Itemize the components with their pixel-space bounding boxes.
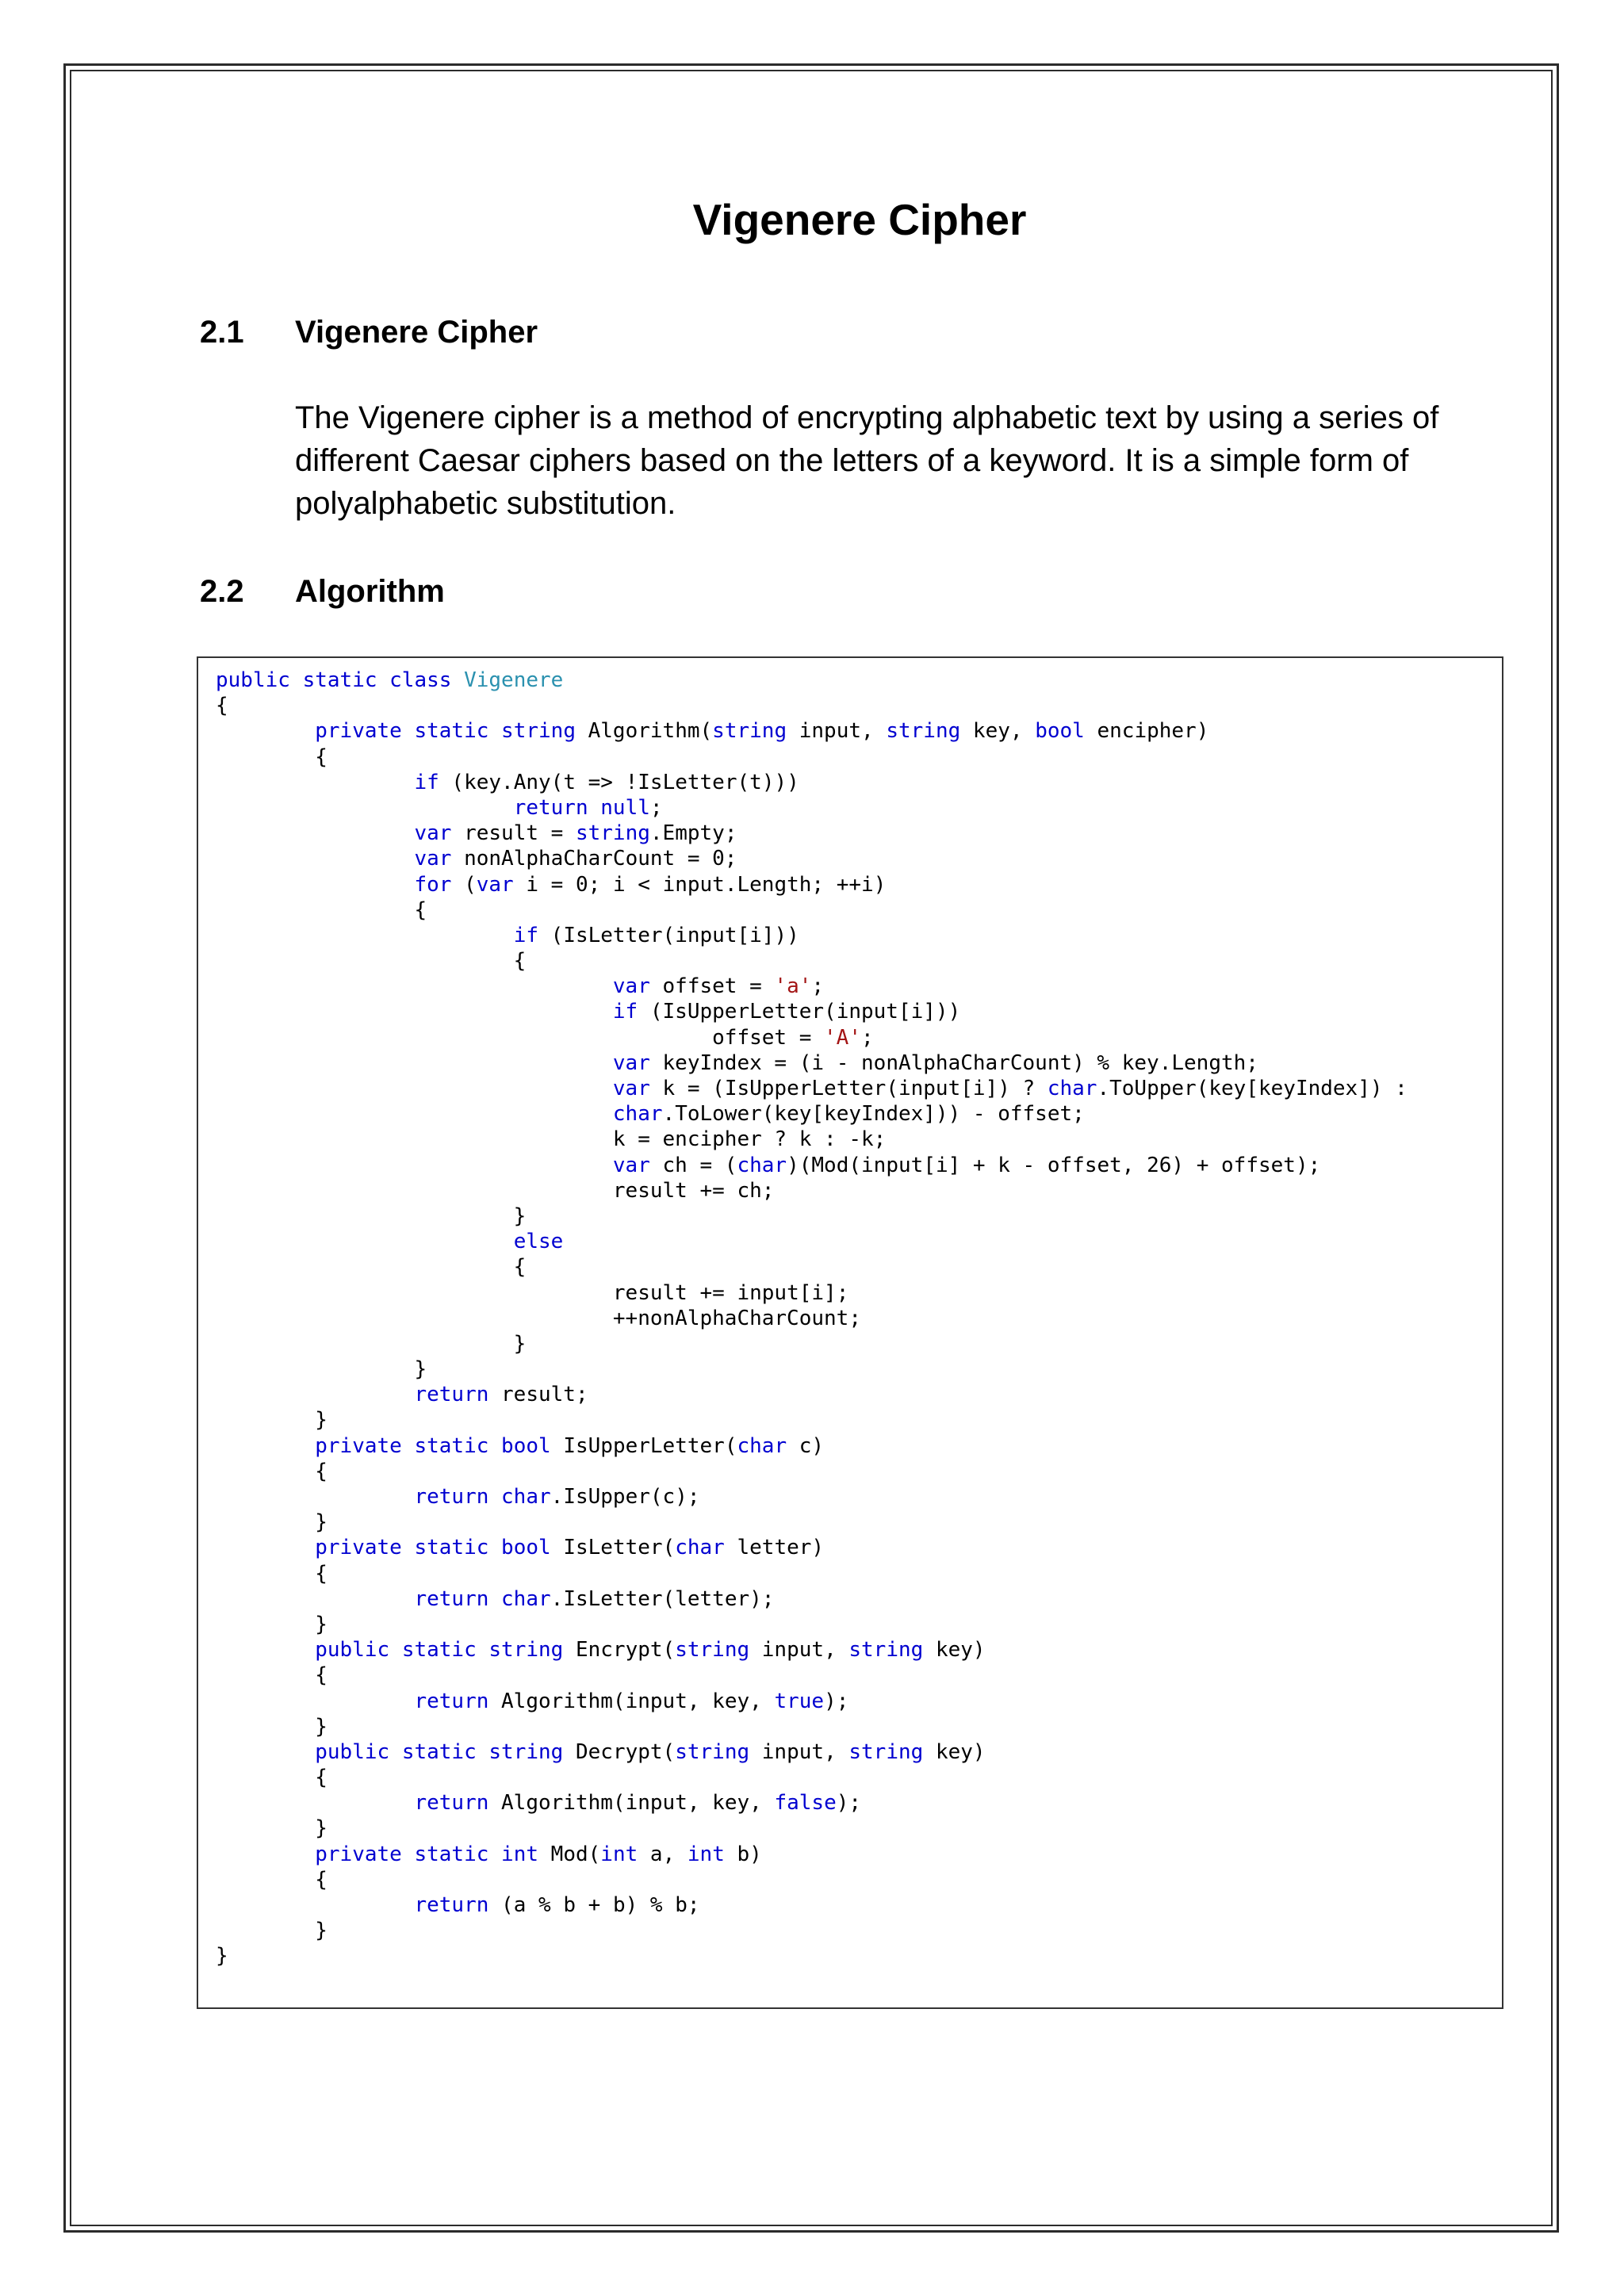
code-line: } [216, 1357, 427, 1382]
code-line: { [216, 744, 327, 769]
code-line: } [216, 1612, 327, 1636]
code-line: return Algorithm(input, key, true); [414, 1689, 849, 1713]
code-line: private static bool IsUpperLetter(char c) [315, 1433, 825, 1458]
code-line: { [216, 897, 427, 922]
code-line: else [513, 1230, 564, 1254]
code-line: return result; [414, 1383, 588, 1407]
document-title: Vigenere Cipher [692, 195, 1027, 244]
code-line: } [216, 1203, 527, 1228]
code-line: } [216, 1816, 327, 1841]
code-line: result += ch; [612, 1178, 775, 1203]
section-heading-2-2 [200, 572, 445, 611]
code-line: result += input[i]; [612, 1280, 849, 1305]
code-line: } [216, 1331, 527, 1356]
code-line: } [216, 1510, 327, 1535]
section-number: 2.2 [200, 574, 244, 609]
code-line: ++nonAlphaCharCount; [216, 1306, 861, 1330]
code-line: var nonAlphaCharCount = 0; [414, 847, 737, 871]
code-line: return (a % b + b) % b; [414, 1893, 700, 1917]
code-line: if (IsUpperLetter(input[i])) [612, 1000, 961, 1024]
code-line: var offset = 'a'; [612, 974, 825, 999]
code-line: private static int Mod(int a, int b) [315, 1842, 762, 1866]
code-line: offset = 'A'; [712, 1025, 874, 1050]
code-line: private static bool IsLetter(char letter) [315, 1536, 825, 1560]
code-line: return char.IsLetter(letter); [414, 1586, 775, 1611]
code-line: return Algorithm(input, key, false); [414, 1791, 862, 1816]
code-line: { [216, 1561, 327, 1586]
section-title: Vigenere Cipher [295, 315, 538, 350]
section-title: Algorithm [295, 574, 445, 609]
code-line: public static class Vigenere [216, 668, 564, 692]
code-line: { [216, 1867, 327, 1892]
code-line: } [216, 1714, 327, 1739]
code-line: { [216, 1663, 327, 1688]
code-line: { [216, 694, 228, 718]
code-line: char.ToLower(key[keyIndex])) - offset; [612, 1102, 1085, 1127]
code-line: var result = string.Empty; [414, 821, 737, 846]
code-line: return char.IsUpper(c); [414, 1485, 700, 1509]
code-line: for (var i = 0; i < input.Length; ++i) [414, 872, 887, 897]
code-line: return null; [513, 795, 663, 820]
code-block [216, 668, 1408, 1969]
code-line: public static string Decrypt(string input, string key) [315, 1739, 986, 1764]
code-line: var ch = (char)(Mod(input[i] + k - offset, 26) + offset); [612, 1153, 1321, 1177]
code-line: k = encipher ? k : -k; [612, 1127, 887, 1152]
code-line: public static string Encrypt(string input, string key) [315, 1638, 986, 1663]
section-heading-2-1 [200, 312, 538, 352]
code-line: var keyIndex = (i - nonAlphaCharCount) % key.Length; [612, 1050, 1258, 1075]
section-paragraph: The Vigenere cipher is a method of encrypting alphabetic text by using a series of different Caesar ciphers based on the letters of a keyword. It is a simple form of polyalphabetic substitution. [295, 400, 1439, 521]
code-line: } [216, 1408, 327, 1433]
code-line: { [216, 1459, 327, 1483]
code-line: } [216, 1919, 327, 1943]
code-line: var k = (IsUpperLetter(input[i]) ? char.ToUpper(key[keyIndex]) : [612, 1077, 1408, 1100]
code-line: { [216, 1255, 527, 1280]
code-line: if (key.Any(t => !IsLetter(t))) [414, 770, 799, 794]
code-line: if (IsLetter(input[i])) [513, 923, 799, 947]
code-line: private static string Algorithm(string input, string key, bool encipher) [315, 719, 1209, 744]
code-line: { [216, 949, 527, 974]
section-number: 2.1 [200, 315, 244, 350]
code-line: } [216, 1944, 228, 1969]
code-line: { [216, 1766, 327, 1790]
